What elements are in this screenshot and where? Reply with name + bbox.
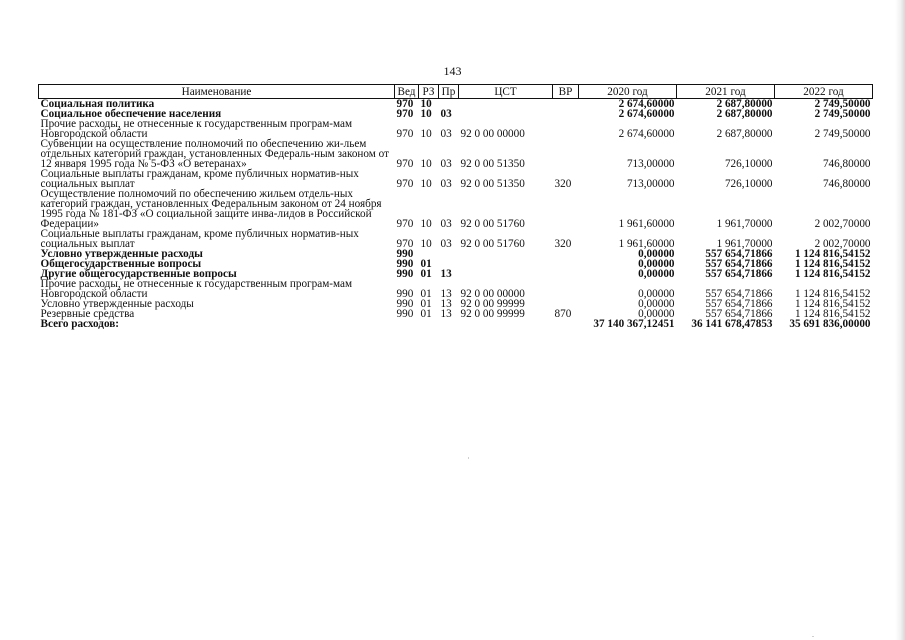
cell-2021: 726,10000: [724, 178, 773, 190]
cell-2022: 1 124 816,54152: [794, 298, 871, 310]
cell-rz: [419, 319, 439, 329]
table-row: [39, 229, 873, 249]
cell-2020: 1 961,60000: [618, 238, 675, 250]
cell-ved: 970: [396, 158, 414, 170]
cell-pr: 13: [440, 308, 452, 320]
cell-name: Прочие расходы, не отнесенные к государственным програм-мам Новгородской области: [40, 118, 353, 140]
cell-cst: 92 0 00 51760: [460, 218, 525, 230]
cell-ved: 990: [396, 258, 414, 270]
table-row: [39, 139, 873, 169]
cell-vr: [553, 119, 579, 139]
cell-cst: 92 0 00 51760: [460, 238, 525, 250]
cell-2022: 1 124 816,54152: [794, 308, 871, 320]
cell-rz: 10: [420, 158, 432, 170]
table-row: [39, 279, 873, 299]
cell-name: Социальные выплаты гражданам, кроме публичных норматив-ных социальных выплат: [40, 228, 359, 250]
table-header-row: [39, 85, 873, 99]
cell-pr: 13: [440, 288, 452, 300]
cell-rz: 10: [420, 238, 432, 250]
cell-pr: 03: [440, 108, 452, 120]
table-row: [39, 119, 873, 139]
cell-rz: 10: [420, 178, 432, 190]
cell-name: Резервные средства: [40, 308, 135, 320]
table-row: [39, 169, 873, 189]
cell-rz: 01: [420, 298, 432, 310]
cell-name: Условно утвержденные расходы: [40, 298, 194, 310]
cell-2021: 557 654,71866: [705, 248, 773, 260]
cell-ved: 990: [396, 308, 414, 320]
cell-2020: 0,00000: [638, 298, 675, 310]
cell-2022: 2 749,50000: [814, 128, 871, 140]
scan-edge-shadow: [895, 0, 905, 640]
cell-2020: 0,00000: [638, 258, 675, 270]
cell-cst: [459, 249, 553, 259]
cell-rz: 10: [420, 108, 432, 120]
cell-cst: 92 0 00 00000: [460, 288, 525, 300]
cell-ved: 990: [396, 298, 414, 310]
cell-2021: 1 961,70000: [716, 218, 773, 230]
cell-name: Социальное обеспечение населения: [40, 108, 222, 120]
header-pr: Пр: [439, 85, 459, 99]
cell-pr: 13: [440, 298, 452, 310]
cell-cst: [459, 99, 553, 110]
cell-2022: 746,80000: [822, 178, 871, 190]
cell-pr: 03: [440, 218, 452, 230]
cell-ved: 990: [396, 288, 414, 300]
cell-ved: 970: [396, 178, 414, 190]
cell-2021: 726,10000: [724, 158, 773, 170]
cell-2020: 0,00000: [638, 288, 675, 300]
cell-2020: 1 961,60000: [618, 218, 675, 230]
cell-name: Социальные выплаты гражданам, кроме публичных норматив-ных социальных выплат: [40, 168, 359, 190]
cell-ved: 970: [396, 238, 414, 250]
total-row: [39, 319, 873, 329]
cell-2021: 2 687,80000: [716, 98, 773, 110]
cell-name: Осуществление полномочий по обеспечению жильем отдель-ных категорий граждан, установленных Федеральным законом от 24 ноября 1995 года № 181-ФЗ «О социальной защите инва-лидов в Российской Федерации»: [40, 188, 382, 230]
cell-2022: 2 749,50000: [814, 98, 871, 110]
cell-rz: 10: [420, 98, 432, 110]
cell-vr: [553, 259, 579, 269]
cell-2020: 713,00000: [626, 178, 675, 190]
cell-pr: 03: [440, 128, 452, 140]
cell-2020: 2 674,60000: [618, 128, 675, 140]
header-cst: ЦСТ: [459, 85, 553, 99]
cell-2020: 0,00000: [638, 308, 675, 320]
cell-cst: 92 0 00 99999: [460, 298, 525, 310]
total-2020: 37 140 367,12451: [593, 318, 675, 330]
cell-2021: 557 654,71866: [705, 298, 773, 310]
cell-ved: 990: [396, 268, 414, 280]
cell-vr: 320: [554, 238, 572, 250]
cell-cst: [459, 269, 553, 279]
cell-ved: [395, 319, 419, 329]
cell-cst: 92 0 00 00000: [460, 128, 525, 140]
cell-pr: [439, 319, 459, 329]
cell-2021: 557 654,71866: [705, 258, 773, 270]
cell-rz: 01: [420, 268, 432, 280]
cell-2022: 2 002,70000: [814, 238, 871, 250]
cell-2021: 2 687,80000: [716, 108, 773, 120]
cell-cst: [459, 319, 553, 329]
cell-ved: 970: [396, 108, 414, 120]
cell-vr: [553, 99, 579, 110]
cell-rz: 10: [420, 218, 432, 230]
cell-2022: 2 002,70000: [814, 218, 871, 230]
cell-2020: 2 674,60000: [618, 98, 675, 110]
cell-2022: 1 124 816,54152: [794, 258, 871, 270]
cell-2021: 1 961,70000: [716, 238, 773, 250]
cell-2020: 0,00000: [638, 268, 675, 280]
cell-2020: 2 674,60000: [618, 108, 675, 120]
cell-vr: [553, 189, 579, 229]
cell-pr: 03: [440, 238, 452, 250]
cell-cst: [459, 109, 553, 119]
cell-rz: 01: [420, 308, 432, 320]
cell-vr: 870: [554, 308, 572, 320]
cell-vr: 320: [554, 178, 572, 190]
header-2022: 2022 год: [775, 85, 873, 99]
cell-pr: 03: [440, 178, 452, 190]
cell-name: Прочие расходы, не отнесенные к государственным програм-мам Новгородской области: [40, 278, 353, 300]
scan-speck: [812, 636, 814, 637]
page-number: 143: [443, 64, 462, 78]
header-ved: Вед: [395, 85, 419, 99]
cell-cst: 92 0 00 51350: [460, 158, 525, 170]
cell-2020: 0,00000: [638, 248, 675, 260]
header-2021: 2021 год: [677, 85, 775, 99]
cell-2022: 1 124 816,54152: [794, 248, 871, 260]
cell-2021: 557 654,71866: [705, 288, 773, 300]
cell-name: Социальная политика: [40, 98, 155, 110]
cell-rz: 01: [420, 288, 432, 300]
cell-vr: [553, 279, 579, 299]
scan-speck: [468, 457, 469, 459]
cell-vr: [553, 319, 579, 329]
cell-pr: [439, 249, 459, 259]
table-body: [39, 99, 873, 320]
cell-vr: [553, 139, 579, 169]
cell-ved: 970: [396, 128, 414, 140]
cell-2021: 557 654,71866: [705, 268, 773, 280]
total-2022: 35 691 836,00000: [789, 318, 871, 330]
cell-cst: [459, 259, 553, 269]
cell-2022: 1 124 816,54152: [794, 268, 871, 280]
cell-vr: [553, 269, 579, 279]
cell-name: Общегосударственные вопросы: [40, 258, 202, 270]
header-rz: РЗ: [419, 85, 439, 99]
cell-2021: 557 654,71866: [705, 308, 773, 320]
cell-name: Условно утвержденные расходы: [40, 248, 203, 260]
cell-ved: 970: [396, 98, 414, 110]
cell-2021: 2 687,80000: [716, 128, 773, 140]
cell-name: Субвенции на осуществление полномочий по обеспечению жи-льем отдельных категорий граждан, установленных Федераль-ным законом от 12 января 1995 года № 5-ФЗ «О ветеранах»: [40, 138, 389, 170]
total-2021: 36 141 678,47853: [691, 318, 773, 330]
cell-pr: 03: [440, 158, 452, 170]
header-vr: ВР: [553, 85, 579, 99]
cell-ved: 970: [396, 218, 414, 230]
header-2020: 2020 год: [579, 85, 677, 99]
cell-2022: 1 124 816,54152: [794, 288, 871, 300]
cell-2022: 2 749,50000: [814, 108, 871, 120]
cell-cst: 92 0 00 99999: [460, 308, 525, 320]
cell-ved: 990: [396, 248, 414, 260]
cell-pr: 13: [440, 268, 452, 280]
cell-rz: 01: [420, 258, 432, 270]
total-label: Всего расходов:: [40, 318, 120, 330]
cell-2022: 746,80000: [822, 158, 871, 170]
cell-rz: 10: [420, 128, 432, 140]
cell-vr: [553, 249, 579, 259]
cell-cst: 92 0 00 51350: [460, 178, 525, 190]
header-name: Наименование: [39, 85, 395, 99]
cell-name: Другие общегосударственные вопросы: [40, 268, 237, 280]
cell-2020: 713,00000: [626, 158, 675, 170]
table-row: [39, 189, 873, 229]
cell-vr: [553, 109, 579, 119]
budget-table: [38, 84, 873, 329]
